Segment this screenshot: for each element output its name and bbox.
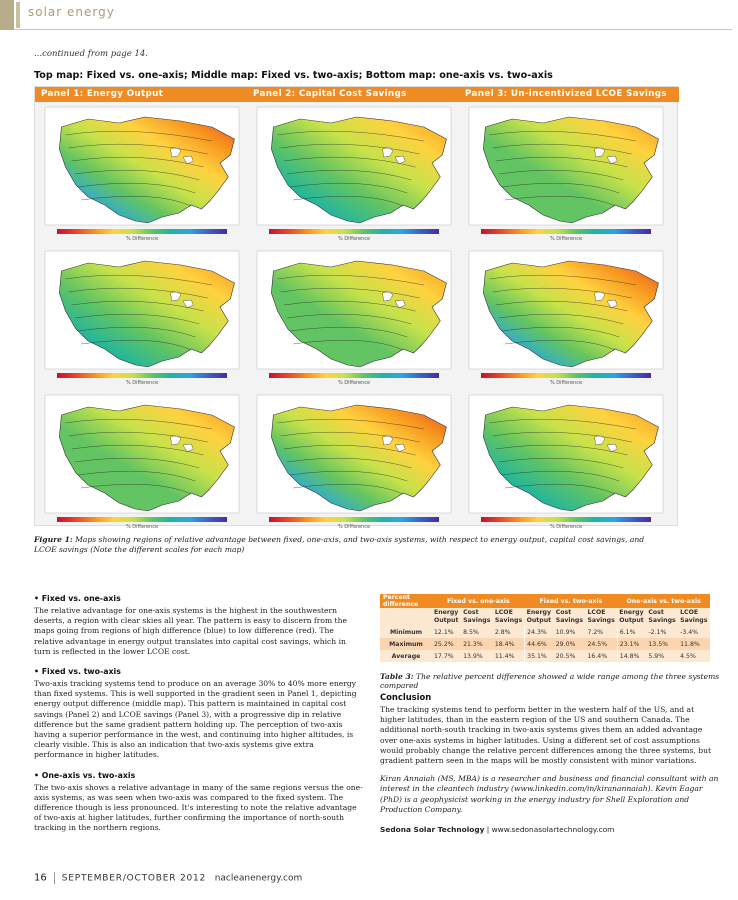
table-cell: 8.5% [461, 626, 493, 638]
heat-map [463, 249, 669, 389]
credit-url[interactable]: | www.sedonasolartechnology.com [484, 825, 615, 835]
table-cell: 4.5% [678, 650, 710, 662]
heat-map [39, 105, 245, 245]
percent-difference-table [380, 594, 710, 662]
table-cell: 35.1% [525, 650, 554, 662]
conclusion-heading: Conclusion [380, 692, 432, 702]
section-title: solar energy [28, 5, 115, 19]
heat-map [251, 393, 457, 533]
table-cell: 10.9% [554, 626, 586, 638]
table-row-label: Minimum [380, 626, 432, 638]
conclusion-text: The tracking systems tend to perform better in the western half of the US, and at higher latitudes, than in the eastern region of the US and southern Canada. The additional north-south tracking in two-axis systems gives them an added advantage over one-axis systems in higher latitudes. Using a different set of cost assumptions would probably change the relative percent differences among the three systems, but gradient pattern seen in the maps will be mostly consistent with minor variations. [380, 705, 712, 766]
scale-label: % Difference [125, 524, 159, 530]
table-row-label: Maximum [380, 638, 432, 650]
table-group-one-two: One-axis vs. two-axis [617, 594, 710, 608]
left-column [34, 594, 364, 844]
continued-note: ...continued from page 14. [34, 49, 149, 59]
table-group-fixed-two: Fixed vs. two-axis [525, 594, 618, 608]
header-color-block [0, 0, 14, 30]
map-heading: Top map: Fixed vs. one-axis; Middle map: Fixed vs. two-axis; Bottom map: one-axis vs. two-axis [34, 70, 553, 81]
table-cell: 18.4% [493, 638, 525, 650]
table-cell: 23.1% [617, 638, 646, 650]
table-row-average [380, 650, 710, 662]
heat-map [251, 249, 457, 389]
footer-site[interactable]: nacleanenergy.com [214, 873, 303, 884]
table-cell: -3.4% [678, 626, 710, 638]
section-text-fixed-one-axis: The relative advantage for one-axis systems is the highest in the southwestern deserts, a region with clear skies all year. The pattern is easy to discern from the maps going from regions of high difference (blue) to low difference (red). The relative advantage in energy output translates into capital cost savings, which in turn is reflected in the lower LCOE cost. [34, 606, 347, 656]
table-subheader: Cost Savings [646, 608, 678, 626]
panel-2-title: Panel 2: Capital Cost Savings [253, 89, 407, 99]
table-cell: 2.8% [493, 626, 525, 638]
section-text-fixed-two-axis: Two-axis tracking systems tend to produce on an average 30% to 40% more energy than fixed systems. This is well supported in the gradient seen in Panel 1, depicting energy output difference (middle map). This pattern is maintained in capital cost savings (Panel 2) and LCOE savings (Panel 3), with a progressive dip in relative difference but the same gradient pattern holding up. The perception of two-axis having a superior performance in the west, and continuing into higher altitudes, is clearly visible. This is also an indication that two-axis systems give extra performance in higher latitudes. [34, 679, 357, 760]
header-rule [14, 29, 732, 30]
figure-caption-text: Maps showing regions of relative advantage between fixed, one-axis, and two-axis systems, with respect to energy output, capital cost savings, and LCOE savings (Note the different scales for each map) [34, 535, 645, 554]
table-subheader: Energy Output [617, 608, 646, 626]
scale-label: % Difference [125, 380, 159, 386]
table-cell: 14.8% [617, 650, 646, 662]
panel-3-title: Panel 3: Un-incentivized LCOE Savings [465, 89, 667, 99]
table-cell: 44.6% [525, 638, 554, 650]
table-cell: 17.7% [432, 650, 461, 662]
scale-label: % Difference [549, 524, 583, 530]
table-subheader-blank [380, 608, 432, 626]
heat-map [463, 393, 669, 533]
table-cell: 11.4% [493, 650, 525, 662]
table-cell: 6.1% [617, 626, 646, 638]
table-row-maximum [380, 638, 710, 650]
table-cell: 12.1% [432, 626, 461, 638]
scale-label: % Difference [337, 380, 371, 386]
table-caption [380, 672, 720, 690]
section-head-fixed-one-axis: • Fixed vs. one-axis [34, 594, 121, 603]
footer-divider [54, 872, 55, 884]
section-head-fixed-two-axis: • Fixed vs. two-axis [34, 667, 121, 677]
figure-caption [34, 535, 654, 555]
table-corner: Percent difference [380, 594, 432, 608]
table-cell: 24.3% [525, 626, 554, 638]
table-cell: 29.0% [554, 638, 586, 650]
page-number: 16 [34, 872, 47, 884]
heat-map [463, 105, 669, 245]
table-cell: 11.8% [678, 638, 710, 650]
heat-map [251, 105, 457, 245]
table-cell: 24.5% [585, 638, 617, 650]
scale-label: % Difference [125, 236, 159, 242]
figure-caption-label: Figure 1: [34, 535, 73, 544]
right-column [380, 692, 720, 834]
section-text-one-two-axis: The two-axis shows a relative advantage in many of the same regions versus the one-axis systems, as was seen when two-axis was compared to the fixed system. The difference though is less pronounced. It's interesting to note the relative advantage of two-axis at higher latitudes, further confirming the importance of north-south tracking in the northern regions. [34, 782, 363, 833]
table-subheader: Energy Output [432, 608, 461, 626]
author-bio: Kiran Annaiah (MS, MBA) is a researcher and business and financial consultant with an interest in the cleantech industry (www.linkedin.com/in/kiranannaiah). Kevin Eagar (PhD) is a geophysicist working in the energy industry for Shell Exploration and Production Company. [380, 774, 719, 814]
scale-label: % Difference [337, 236, 371, 242]
table-cell: 5.9% [646, 650, 678, 662]
table-caption-label: Table 3: [380, 672, 414, 681]
table-cell: 20.5% [554, 650, 586, 662]
table-subheader: LCOE Savings [585, 608, 617, 626]
page-header [0, 0, 738, 30]
page-footer [34, 872, 302, 884]
scale-label: % Difference [549, 380, 583, 386]
panel-title-strip [35, 87, 679, 102]
scale-label: % Difference [337, 524, 371, 530]
table-cell: 7.2% [585, 626, 617, 638]
figure-1 [34, 86, 678, 530]
table-group-fixed-one: Fixed vs. one-axis [432, 594, 525, 608]
table-cell: 25.2% [432, 638, 461, 650]
scale-label: % Difference [549, 236, 583, 242]
credit-company: Sedona Solar Technology [380, 825, 485, 835]
table-row-minimum [380, 626, 710, 638]
table-subheader: Cost Savings [461, 608, 493, 626]
section-head-one-two-axis: • One-axis vs. two-axis [34, 770, 136, 780]
heat-map [39, 393, 245, 533]
table-subheader: Cost Savings [554, 608, 586, 626]
table-row-label: Average [380, 650, 432, 662]
table-caption-text: The relative percent difference showed a wide range among the three systems compared [380, 672, 720, 690]
issue-date: SEPTEMBER/OCTOBER 2012 [61, 873, 207, 884]
table-cell: 21.3% [461, 638, 493, 650]
header-tab [16, 2, 20, 28]
table-cell: 16.4% [585, 650, 617, 662]
table-cell: 13.9% [461, 650, 493, 662]
table-cell: 13.5% [646, 638, 678, 650]
heat-map [39, 249, 245, 389]
panel-1-title: Panel 1: Energy Output [41, 89, 164, 99]
table-subheader: LCOE Savings [493, 608, 525, 626]
table-subheader: LCOE Savings [678, 608, 710, 626]
table-cell: -2.1% [646, 626, 678, 638]
credit-line [380, 825, 720, 834]
table-subheader: Energy Output [525, 608, 554, 626]
